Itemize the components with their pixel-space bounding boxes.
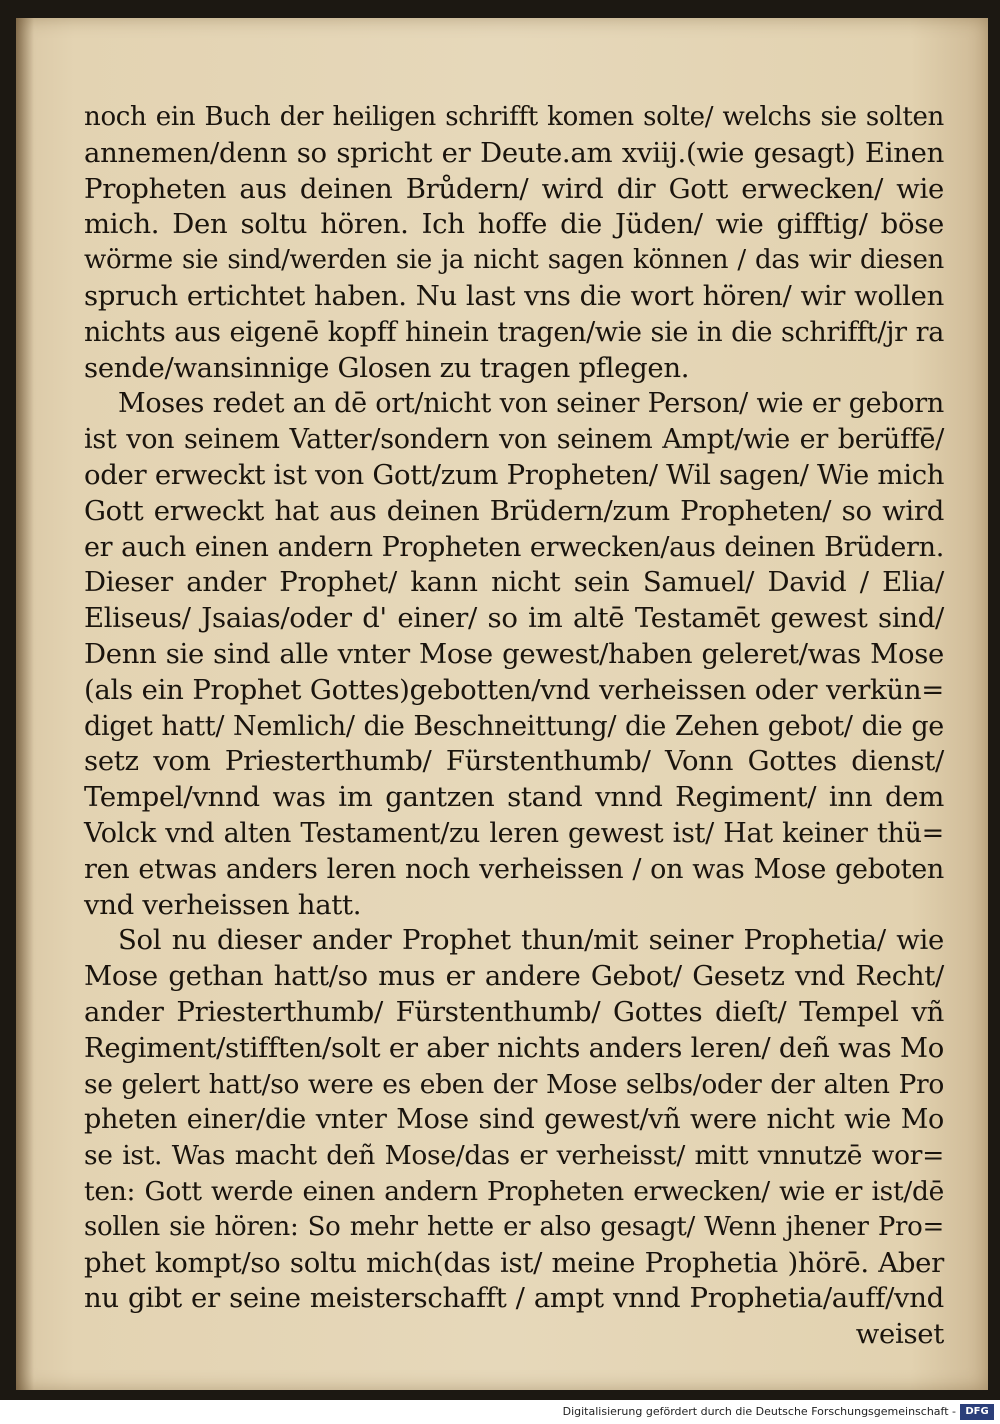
text-line: annemen/denn so spricht er Deute.am xviij.(wie gesagt) Einen: [84, 136, 944, 169]
text-line: Eliseus/ Jsaias/oder d' einer/ so im altē Testamēt gewest sind/: [84, 602, 944, 635]
text-line: pheten einer/die vnter Mose sind gewest/vñ were nicht wie Mo: [84, 1104, 944, 1136]
text-line: ren etwas anders leren noch verheissen / on was Mose geboten: [84, 853, 944, 885]
text-line: Mose gethan hatt/so mus er andere Gebot/ Gesetz vnd Recht/: [84, 960, 944, 993]
text-line: noch ein Buch der heiligen schrifft komen solte/ welchs sie solten: [84, 102, 944, 132]
text-line: ander Priesterthumb/ Fürstenthumb/ Gottes dieſt/ Tempel vñ: [84, 995, 944, 1028]
text-line: vnd verheissen hatt.: [84, 888, 362, 921]
text-line: setz vom Priesterthumb/ Fürstenthumb/ Vonn Gottes dienst/: [84, 745, 944, 778]
text-line: mich. Den soltu hören. Ich hoffe die Jüden/ wie gifftig/ böse: [84, 208, 944, 241]
text-line: Denn sie sind alle vnter Mose gewest/haben geleret/was Mose: [84, 637, 944, 670]
text-line: Gott erweckt hat aus deinen Brüdern/zum Propheten/ so wird: [84, 494, 944, 527]
text-line: Volck vnd alten Testament/zu leren gewest ist/ Hat keiner thü=: [84, 817, 944, 849]
text-line: ist von seinem Vatter/sondern von seinem Ampt/wie er berüffē/: [84, 424, 944, 456]
text-line: Regiment/stifften/solt er aber nichts anders leren/ deñ was Mo: [84, 1031, 944, 1064]
text-line: sende/wansinnige Glosen zu tragen pflegen.: [84, 351, 690, 384]
text-line: phet kompt/so soltu mich(das ist/ meine Prophetia )hörē. Aber: [84, 1246, 944, 1279]
text-line: sollen sie hören: So mehr hette er also gesagt/ Wenn jhener Pro=: [84, 1211, 944, 1242]
text-line: ten: Gott werde einen andern Propheten erwecken/ wie er ist/dē: [84, 1175, 944, 1207]
text-line: Propheten aus deinen Brůdern/ wird dir Gott erwecken/ wie: [84, 172, 944, 205]
dfg-logo-icon: DFG: [960, 1404, 994, 1420]
text-line: (als ein Prophet Gottes)gebotten/vnd verheissen oder verkün=: [84, 673, 944, 706]
text-line: se ist. Was macht deñ Mose/das er verheisst/ mitt vnnutzē wor=: [84, 1140, 944, 1172]
text-line: Sol nu dieser ander Prophet thun/mit seiner Prophetia/ wie: [118, 924, 944, 957]
body-text: [84, 100, 944, 1353]
text-line: oder erweckt ist von Gott/zum Propheten/ Wil sagen/ Wie mich: [84, 458, 945, 491]
text-line: nu gibt er seine meisterschafft / ampt vnnd Prophetia/auff/vnd: [84, 1282, 944, 1315]
text-line: se gelert hatt/so were es eben der Mose selbs/oder der alten Pro: [84, 1068, 944, 1100]
text-line: Moses redet an dē ort/nicht von seiner Person/ wie er geborn: [118, 388, 944, 420]
text-line: Dieser ander Prophet/ kann nicht sein Samuel/ David / Elia/: [84, 566, 944, 599]
text-line: wörme sie sind/werden sie ja nicht sagen können / das wir diesen: [84, 245, 944, 276]
footer-bar: [0, 1400, 1000, 1424]
text-line: er auch einen andern Propheten erwecken/aus deinen Brüdern.: [84, 531, 944, 563]
text-line: nichts aus eigenē kopff hinein tragen/wie sie in die schrifft/jr ra: [84, 316, 944, 348]
text-line: spruch ertichtet haben. Nu last vns die wort hören/ wir wollen: [84, 279, 944, 312]
text-line: Tempel/vnnd was im gantzen stand vnnd Regiment/ inn dem: [84, 781, 944, 814]
text-line: diget hatt/ Nemlich/ die Beschneittung/ die Zehen gebot/ die ge: [84, 710, 944, 742]
catchword: weiset: [855, 1318, 944, 1351]
funding-notice: Digitalisierung gefördert durch die Deutsche Forschungsgemeinschaft -: [562, 1405, 956, 1418]
book-page: [16, 18, 988, 1390]
